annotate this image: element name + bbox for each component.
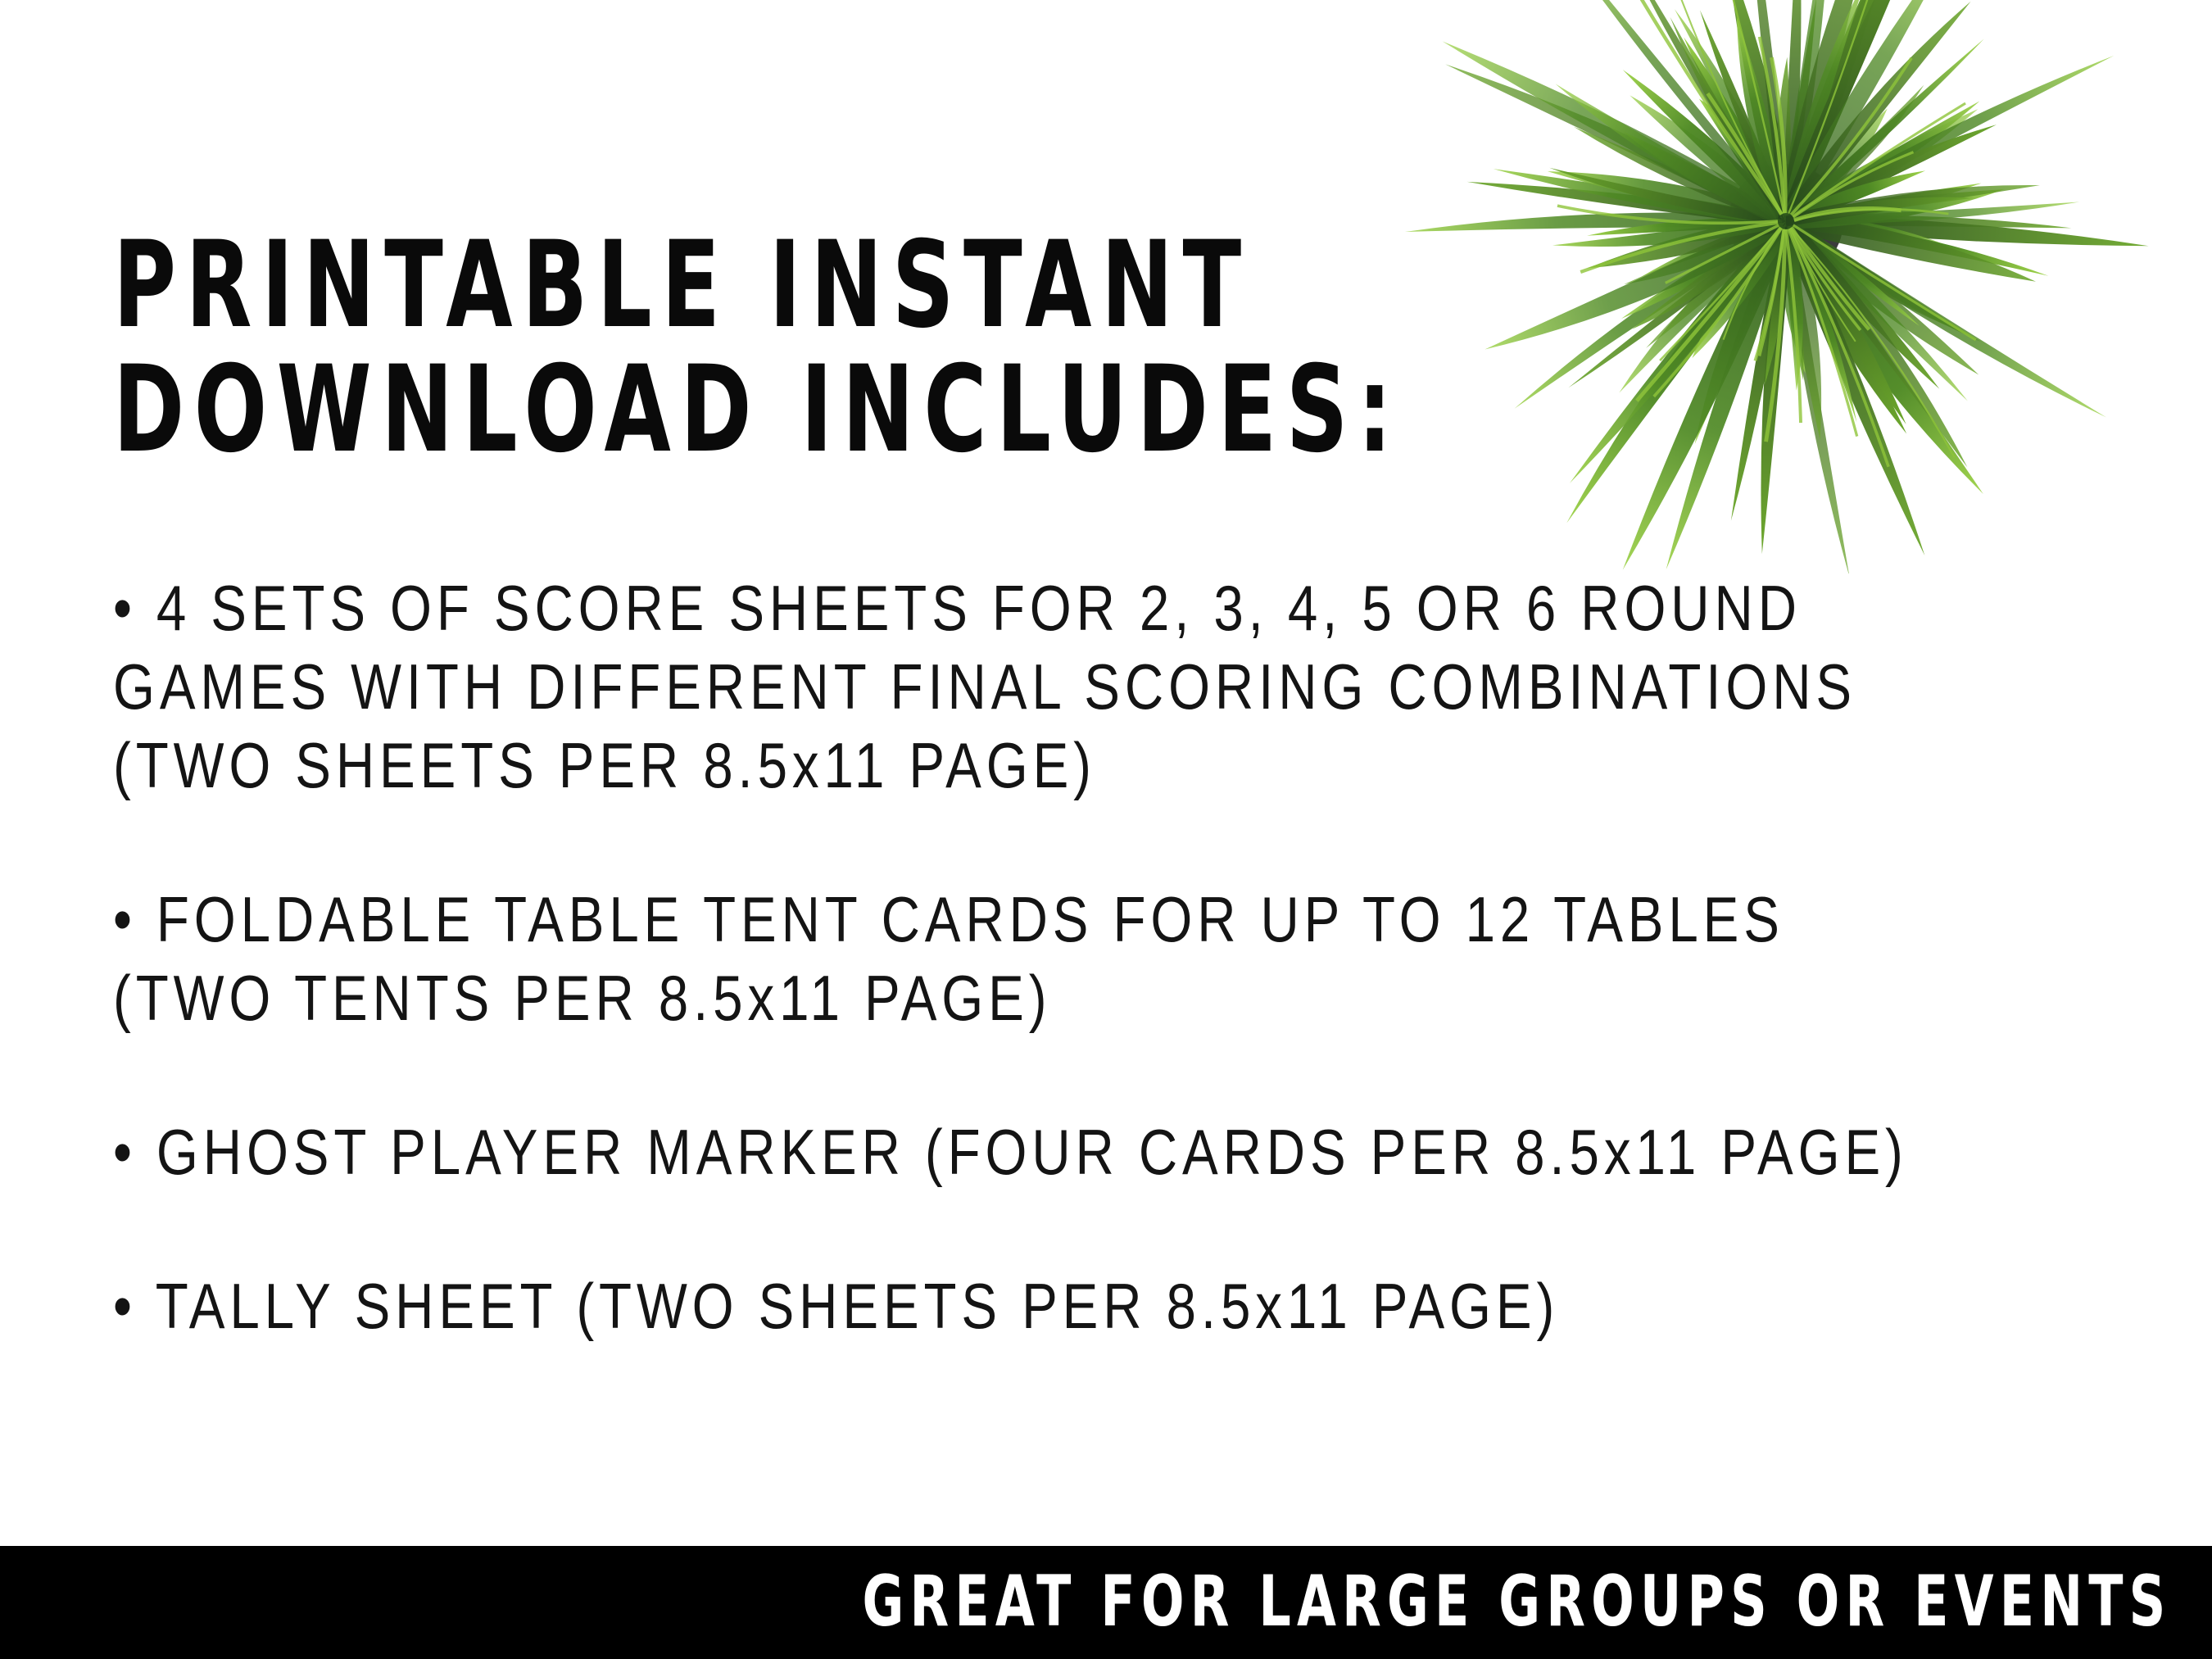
list-item-line: • TALLY SHEET (TWO SHEETS PER 8.5x11 PAGE) [113,1270,1560,1342]
includes-list [113,569,2079,1421]
list-item-line: • 4 SETS OF SCORE SHEETS FOR 2, 3, 4, 5 OR 6 ROUND [113,572,1802,644]
list-item-score-sheets [113,569,1857,805]
list-item-line: (TWO TENTS PER 8.5x11 PAGE) [113,962,1052,1034]
list-item-line: (TWO SHEETS PER 8.5x11 PAGE) [113,729,1096,801]
page-title [113,215,1402,479]
footer-banner [0,1546,2212,1659]
page-title-line-2: DOWNLOAD INCLUDES: [113,340,1402,479]
page-title-line-1: PRINTABLE INSTANT [113,215,1251,355]
list-item-ghost-player [113,1113,1908,1191]
footer-tagline: GREAT FOR LARGE GROUPS OR EVENTS [861,1561,2171,1643]
list-item-line: • GHOST PLAYER MARKER (FOUR CARDS PER 8.5x11 PAGE) [113,1116,1908,1188]
list-item-line: GAMES WITH DIFFERENT FINAL SCORING COMBINATIONS [113,650,1857,723]
list-item-table-tents [113,880,1784,1037]
list-item-line: • FOLDABLE TABLE TENT CARDS FOR UP TO 12 TABLES [113,883,1784,955]
list-item-tally-sheet [113,1267,1765,1345]
potted-plant-icon [1393,0,2212,573]
